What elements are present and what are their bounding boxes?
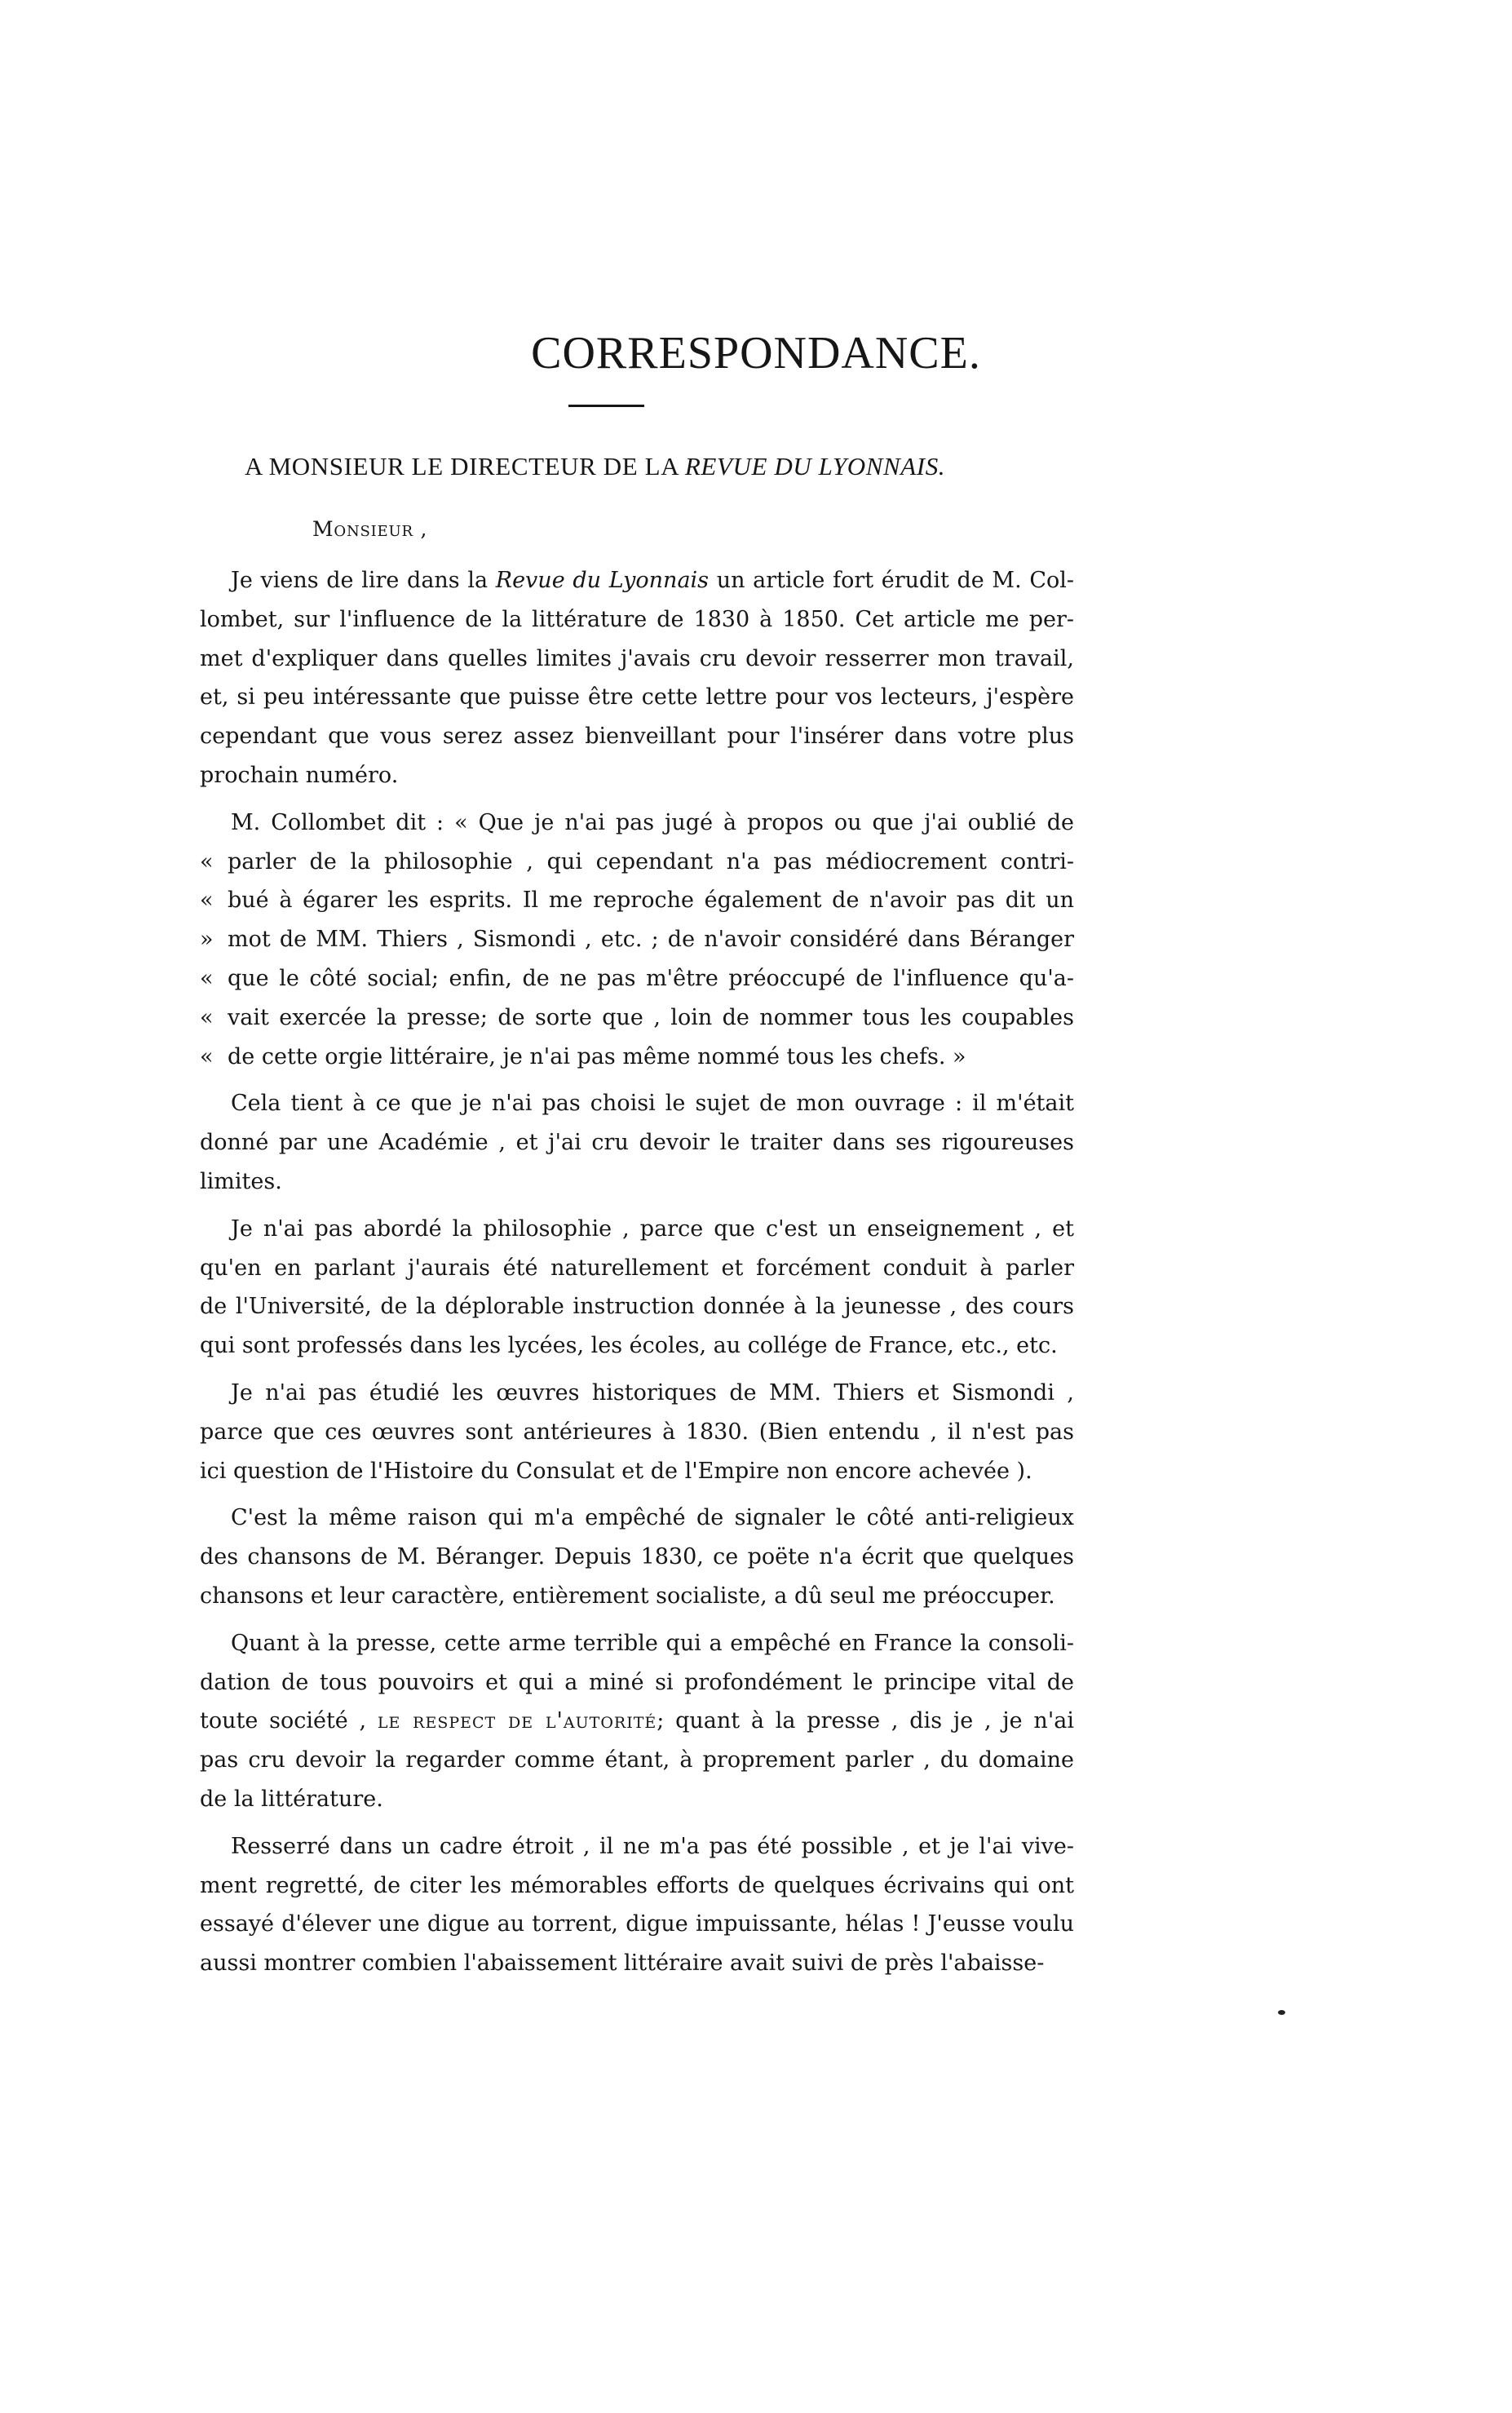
- letter-paragraph: [200, 1624, 1074, 1819]
- text-line: [200, 600, 1074, 640]
- letter-address: [245, 454, 945, 479]
- text-line: [200, 1287, 1074, 1326]
- line-text: dation de tous pouvoirs et qui a miné si profondément le principe vital de: [200, 1669, 1074, 1695]
- quote-mark: «: [200, 888, 214, 914]
- text-line: [200, 1827, 1074, 1866]
- line-text: Resserré dans un cadre étroit , il ne m'a pas été possible , et je l'ai vive-: [231, 1833, 1074, 1859]
- text-line: [200, 1624, 1074, 1663]
- text-line: [200, 1326, 1074, 1366]
- letter-paragraph: [200, 1210, 1074, 1366]
- small-caps-text: le respect de l'autorité: [377, 1708, 657, 1734]
- text-line: [200, 998, 1074, 1038]
- line-text: vait exercée la presse; de sorte que , loin de nommer tous les coupables: [228, 1004, 1074, 1030]
- text-line: [200, 717, 1074, 756]
- line-text: aussi montrer combien l'abaissement littéraire avait suivi de près l'abaisse-: [200, 1950, 1045, 1977]
- text-line: [200, 1038, 1074, 1077]
- line-text: mot de MM. Thiers , Sismondi , etc. ; de n'avoir considéré dans Béranger: [228, 927, 1074, 953]
- line-text: Je viens de lire dans la: [231, 568, 496, 593]
- salutation: Monsieur ,: [312, 517, 428, 541]
- line-text: pas cru devoir la regarder comme étant, à proprement parler , du domaine: [200, 1747, 1074, 1773]
- quote-mark: «: [200, 1004, 214, 1030]
- text-line: [200, 1663, 1074, 1702]
- line-text: met d'expliquer dans quelles limites j'avais cru devoir resserrer mon travail,: [200, 645, 1074, 671]
- text-line: [200, 561, 1074, 600]
- quote-mark: »: [200, 927, 214, 953]
- quote-mark: «: [200, 848, 214, 874]
- title-rule: [568, 405, 644, 407]
- line-text: donné par une Académie , et j'ai cru devoir le traiter dans ses rigoureuses: [200, 1130, 1074, 1156]
- line-text: qui sont professés dans les lycées, les écoles, au collége de France, etc., etc.: [200, 1333, 1058, 1359]
- text-line: [200, 1499, 1074, 1538]
- text-line: [200, 1084, 1074, 1123]
- letter-paragraph: [200, 804, 1074, 1077]
- line-text: que le côté social; enfin, de ne pas m'être préoccupé de l'influence qu'a-: [228, 965, 1074, 991]
- line-text: qu'en en parlant j'aurais été naturellement et forcément conduit à parler: [200, 1255, 1074, 1281]
- text-line: [200, 1577, 1074, 1616]
- line-text: de cette orgie littéraire, je n'ai pas même nommé tous les chefs. »: [228, 1043, 966, 1069]
- line-text: lombet, sur l'influence de la littérature de 1830 à 1850. Cet article me per-: [200, 606, 1074, 632]
- letter-paragraph: [200, 561, 1074, 795]
- letter-paragraph: [200, 1374, 1074, 1490]
- line-text: de la littérature.: [200, 1786, 383, 1812]
- text-line: [200, 804, 1074, 843]
- line-text: Cela tient à ce que je n'ai pas choisi le sujet de mon ouvrage : il m'était: [231, 1091, 1074, 1117]
- text-line: [200, 1905, 1074, 1944]
- ink-speck: [1278, 2010, 1285, 2015]
- text-line: [200, 1123, 1074, 1162]
- line-text: et, si peu intéressante que puisse être cette lettre pour vos lecteurs, j'espère: [200, 684, 1074, 711]
- text-line: [200, 640, 1074, 679]
- line-text: limites.: [200, 1168, 282, 1194]
- text-line: [200, 1210, 1074, 1249]
- line-text: ici question de l'Histoire du Consulat et de l'Empire non encore achevée ).: [200, 1458, 1032, 1484]
- line-text: essayé d'élever une digue au torrent, digue impuissante, hélas ! J'eusse voulu: [200, 1911, 1074, 1937]
- line-text: prochain numéro.: [200, 762, 399, 788]
- quote-mark: «: [200, 1043, 214, 1069]
- line-text: M. Collombet dit : « Que je n'ai pas jugé à propos ou que j'ai oublié de: [231, 809, 1074, 835]
- text-line: [200, 1780, 1074, 1819]
- line-text: ment regretté, de citer les mémorables efforts de quelques écrivains qui ont: [200, 1872, 1074, 1898]
- line-text: parler de la philosophie , qui cependant n'a pas médiocrement contri-: [228, 848, 1074, 874]
- text-line: [200, 959, 1074, 998]
- letter-body: [200, 561, 1074, 1991]
- text-line: [200, 756, 1074, 795]
- letter-paragraph: [200, 1499, 1074, 1615]
- italic-text: Revue du Lyonnais: [495, 568, 710, 593]
- text-line: [200, 920, 1074, 959]
- text-line: [200, 1249, 1074, 1288]
- text-line: [200, 1162, 1074, 1202]
- page-title: CORRESPONDANCE.: [531, 328, 981, 379]
- text-line: [200, 1413, 1074, 1452]
- text-line: [200, 678, 1074, 717]
- letter-paragraph: [200, 1084, 1074, 1201]
- line-text: des chansons de M. Béranger. Depuis 1830, ce poëte n'a écrit que quelques: [200, 1544, 1074, 1570]
- text-line: [200, 1866, 1074, 1906]
- text-line: [200, 881, 1074, 920]
- quote-mark: «: [200, 965, 214, 991]
- text-line: [200, 1741, 1074, 1780]
- line-text: bué à égarer les esprits. Il me reproche également de n'avoir pas dit un: [228, 888, 1074, 914]
- line-text: de l'Université, de la déplorable instruction donnée à la jeunesse , des cours: [200, 1294, 1074, 1320]
- address-text: A MONSIEUR LE DIRECTEUR DE LA: [245, 452, 679, 480]
- address-journal-name: REVUE DU LYONNAIS.: [684, 452, 946, 480]
- line-text: chansons et leur caractère, entièrement socialiste, a dû seul me préoccuper.: [200, 1583, 1055, 1609]
- line-text: Je n'ai pas abordé la philosophie , parce que c'est un enseignement , et: [231, 1215, 1074, 1242]
- text-line: [200, 1452, 1074, 1491]
- line-text: cependant que vous serez assez bienveillant pour l'insérer dans votre plus: [200, 724, 1074, 750]
- line-text: Je n'ai pas étudié les œuvres historiques de MM. Thiers et Sismondi ,: [231, 1379, 1074, 1406]
- text-line: [200, 843, 1074, 882]
- line-text: C'est la même raison qui m'a empêché de signaler le côté anti-religieux: [231, 1505, 1074, 1531]
- line-text: ; quant à la presse , dis je , je n'ai: [657, 1708, 1074, 1734]
- line-text: Quant à la presse, cette arme terrible qui a empêché en France la consoli-: [231, 1630, 1074, 1656]
- text-line: [200, 1538, 1074, 1577]
- line-text: toute société ,: [200, 1708, 378, 1734]
- text-line: [200, 1374, 1074, 1413]
- letter-paragraph: [200, 1827, 1074, 1983]
- text-line: [200, 1944, 1074, 1983]
- text-line: [200, 1702, 1074, 1741]
- line-text: un article fort érudit de M. Col-: [709, 568, 1074, 593]
- line-text: parce que ces œuvres sont antérieures à 1830. (Bien entendu , il n'est pas: [200, 1419, 1074, 1445]
